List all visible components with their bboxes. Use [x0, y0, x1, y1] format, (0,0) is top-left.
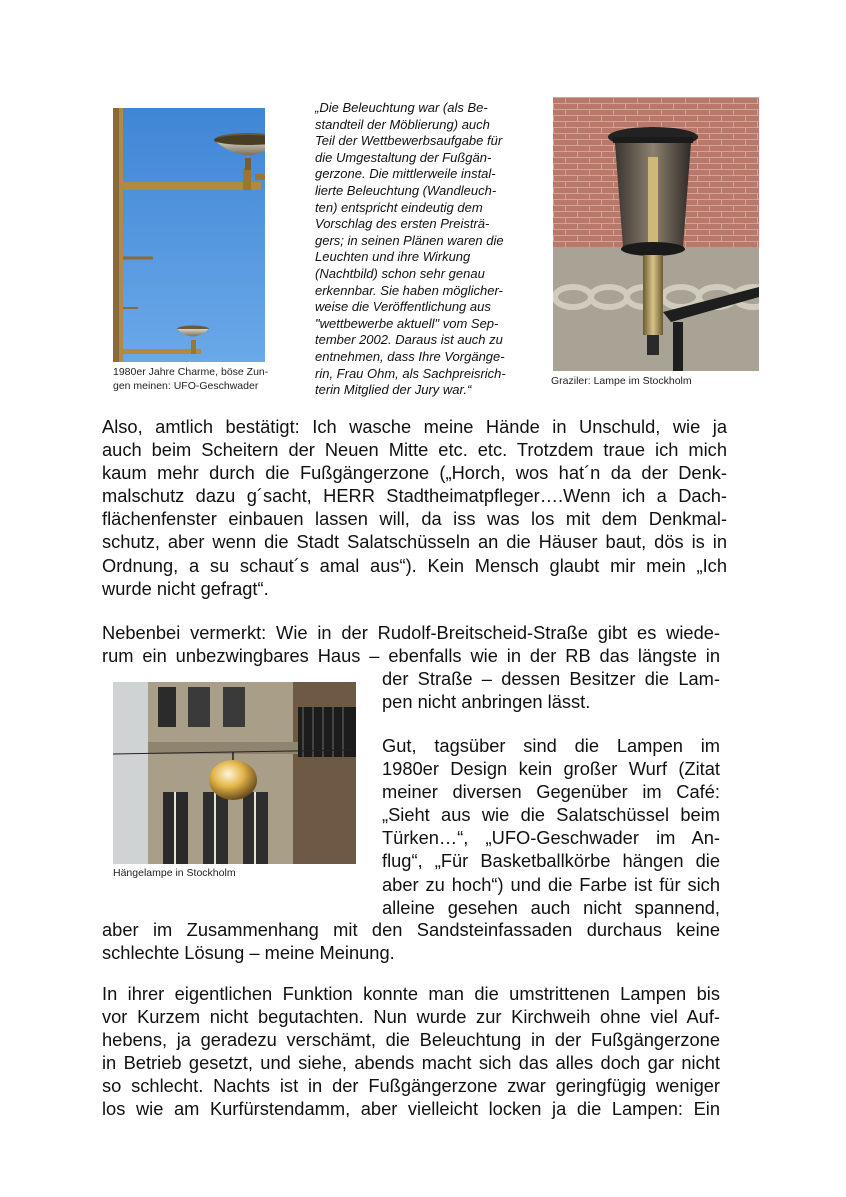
- caption-line: 1980er Jahre Charme, böse Zun-: [113, 366, 269, 378]
- text-line: in Betrieb gesetzt, und siehe, abends macht sich das alles doch gar nicht: [102, 1052, 720, 1074]
- haengelampe-photo: [113, 682, 356, 864]
- text-line: Gut, tagsüber sind die Lampen im: [382, 735, 720, 756]
- quote-line: lierte Beleuchtung (Wandleuch-: [315, 182, 497, 198]
- figure-haengelampe-caption: Hängelampe in Stockholm: [113, 867, 236, 879]
- text-line: pen nicht anbringen lässt.: [382, 691, 591, 713]
- quote-line: "wettbewerbe aktuell" vom Sep-: [315, 315, 499, 331]
- paragraph-2: [102, 621, 720, 667]
- caption-line: gen meinen: UFO-Geschwader: [113, 380, 259, 392]
- text-line: 1980er Design kein großer Wurf (Zitat: [382, 758, 720, 780]
- text-line: schlechte Lösung – meine Meinung.: [102, 942, 395, 964]
- quote-line: die Umgestaltung der Fußgän-: [315, 149, 492, 165]
- quote-line: standteil der Möblierung) auch: [315, 116, 490, 132]
- text-line: alleine gesehen auch nicht spannend,: [382, 896, 720, 918]
- text-line: Türken…“, „UFO-Geschwader im An-: [382, 827, 720, 849]
- figure-stockholm-caption: Graziler: Lampe im Stockholm: [551, 375, 692, 387]
- figure-ufo-lamps: [113, 108, 265, 362]
- text-line: malschutz dazu g´sacht, HERR Stadtheimatpfleger….Wenn ich a Dach-: [102, 485, 727, 507]
- quote-line: Teil der Wettbewerbsaufgabe für: [315, 133, 503, 149]
- text-line: meiner diversen Gegenüber im Café:: [382, 781, 720, 803]
- text-line: Also, amtlich bestätigt: Ich wasche meine Hände in Unschuld, wie ja: [102, 416, 727, 437]
- paragraph-4: [102, 982, 720, 1121]
- quote-line: (Nachtbild) schon sehr genau: [315, 265, 485, 281]
- quote-block: [315, 100, 523, 399]
- text-line: rum ein unbezwingbares Haus – ebenfalls wie in der RB das längste in: [102, 645, 720, 667]
- quote-line: gers; in seinen Plänen waren die: [315, 232, 504, 248]
- quote-line: entnehmen, dass Ihre Vorgänge-: [315, 348, 505, 364]
- ufo-lamps-photo: [113, 108, 265, 362]
- text-line: kaum mehr durch die Fußgängerzone („Horch, wos hat´n da der Denk-: [102, 462, 727, 484]
- quote-line: „Die Beleuchtung war (als Be-: [315, 100, 488, 115]
- paragraph-1: [102, 415, 727, 600]
- text-line: Nebenbei vermerkt: Wie in der Rudolf-Breitscheid-Straße gibt es wiede-: [102, 622, 720, 643]
- text-line: so schlecht. Nachts ist in der Fußgängerzone zwar geringfügig weniger: [102, 1075, 720, 1097]
- quote-line: erkennbar. Sie haben möglicher-: [315, 282, 503, 298]
- text-line: flug“, „Für Basketballkörbe hängen die: [382, 850, 720, 872]
- text-line: flächenfenster einbauen lassen will, da iss was los mit dem Denkmal-: [102, 508, 727, 530]
- quote-line: Leuchten und ihre Wirkung: [315, 249, 471, 265]
- text-line: auch beim Scheitern der Neuen Mitte etc. etc. Trotzdem traue ich mich: [102, 439, 727, 461]
- text-line: hebens, ja geradezu verschämt, die Beleuchtung in der Fußgängerzone: [102, 1029, 720, 1051]
- text-line: schutz, aber wenn die Stadt Salatschüsseln an die Häuser baut, dös is in: [102, 531, 727, 553]
- quote-line: gerzone. Die mittlerweile instal-: [315, 166, 496, 182]
- text-line: aber zu hoch“) und die Farbe ist für sich: [382, 873, 720, 895]
- text-line: wurde nicht gefragt“.: [102, 577, 269, 599]
- figure-ufo-caption: [113, 365, 283, 393]
- text-line: vor Kurzem nicht begutachten. Nun wurde zur Kirchweih ohne viel Auf-: [102, 1006, 720, 1028]
- paragraph-3-full: [102, 918, 720, 964]
- text-line: aber im Zusammenhang mit den Sandsteinfassaden durchaus keine: [102, 919, 720, 940]
- text-line: der Straße – dessen Besitzer die Lam-: [382, 668, 720, 689]
- text-line: los wie am Kurfürstendamm, aber vielleicht locken ja die Lampen: Ein: [102, 1098, 720, 1120]
- text-line: In ihrer eigentlichen Funktion konnte man die umstrittenen Lampen bis: [102, 983, 720, 1004]
- figure-haengelampe: [113, 682, 356, 864]
- quote-line: terin Mitglied der Jury war.“: [315, 382, 472, 398]
- paragraph-3-wrap: [382, 734, 720, 919]
- figure-stockholm-lamp: [553, 97, 759, 371]
- text-line: Ordnung, a su schaut´s amal aus“). Kein Mensch glaubt mir mein „Ich: [102, 554, 727, 576]
- quote-line: tember 2002. Daraus ist auch zu: [315, 332, 503, 348]
- quote-line: ten) entspricht eindeutig dem: [315, 199, 483, 215]
- quote-line: weise die Veröffentlichung aus: [315, 299, 491, 315]
- text-line: „Sieht aus wie die Salatschüssel beim: [382, 804, 720, 826]
- stockholm-lamp-photo: [553, 97, 759, 371]
- quote-line: Vorschlag des ersten Preisträ-: [315, 216, 490, 232]
- quote-line: rin, Frau Ohm, als Sachpreisrich-: [315, 365, 506, 381]
- paragraph-2-wrap: [382, 667, 720, 713]
